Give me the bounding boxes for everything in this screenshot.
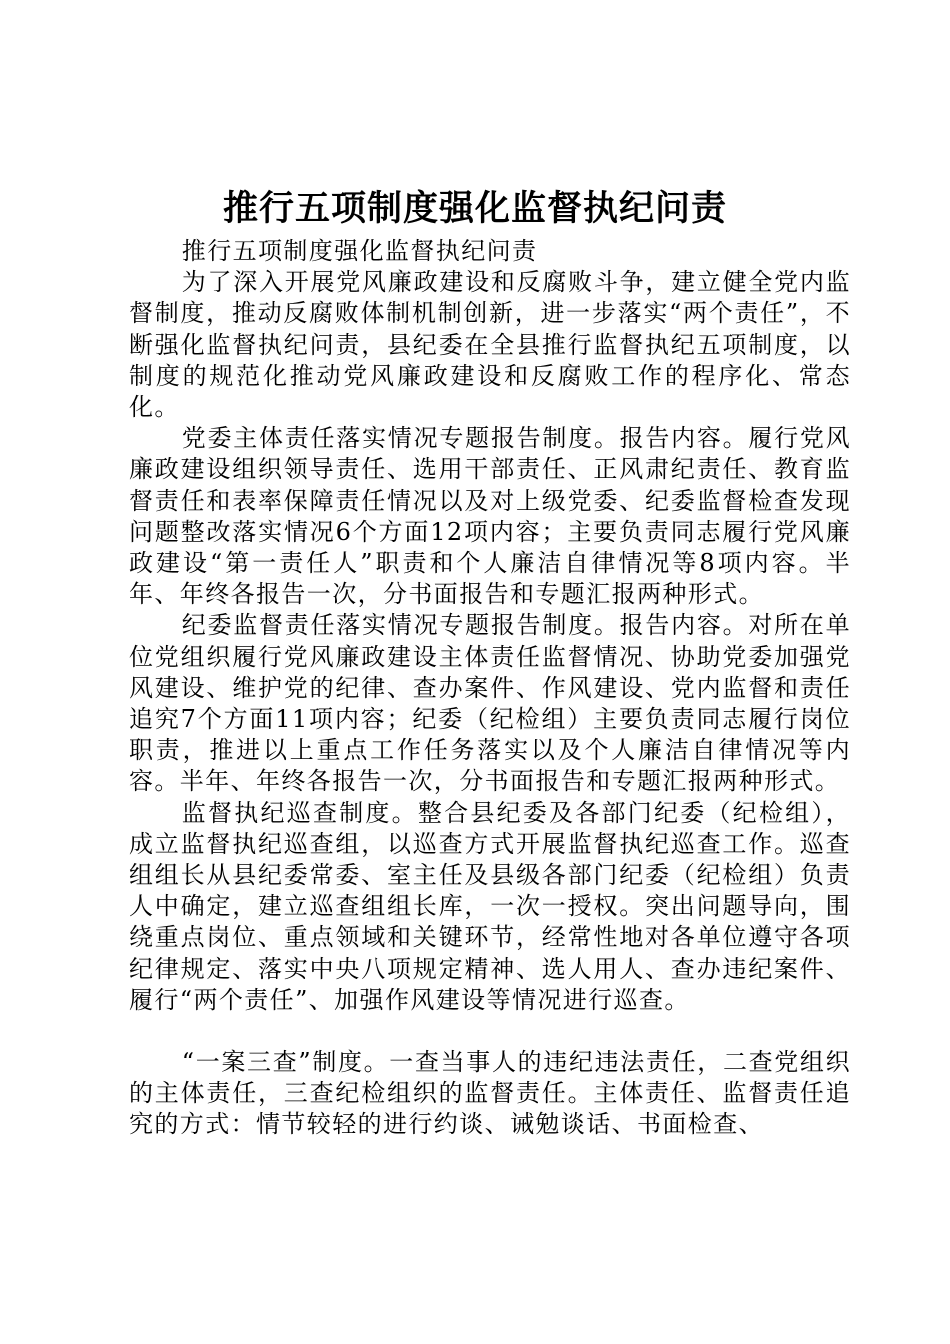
paragraph-party-committee-report: 党委主体责任落实情况专题报告制度。报告内容。履行党风廉政建设组织领导责任、选用干部责任、正风肃纪责任、教育监督责任和表率保障责任情况以及对上级党委、纪委监督检查发现问题整改落实情况6个方面12项内容；主要负责同志履行党风廉政建设“第一责任人”职责和个人廉洁自律情况等8项内容。半年、年终各报告一次，分书面报告和专题汇报两种形式。 xyxy=(129,424,851,609)
paragraph-one-case-three-checks: “一案三查”制度。一查当事人的违纪违法责任，二查党组织的主体责任，三查纪检组织的监督责任。主体责任、监督责任追究的方式：情节较轻的进行约谈、诫勉谈话、书面检查、 xyxy=(129,1048,851,1139)
paragraph-subtitle: 推行五项制度强化监督执纪问责 xyxy=(181,237,538,265)
paragraph-discipline-committee-report: 纪委监督责任落实情况专题报告制度。报告内容。对所在单位党组织履行党风廉政建设主体责任监督情况、协助党委加强党风建设、维护党的纪律、查办案件、作风建设、党内监督和责任追究7个方面11项内容；纪委（纪检组）主要负责同志履行岗位职责，推进以上重点工作任务落实以及个人廉洁自律情况等内容。半年、年终各报告一次，分书面报告和专题汇报两种形式。 xyxy=(129,611,851,796)
document-title: 推行五项制度强化监督执纪问责 xyxy=(222,188,727,229)
paragraph-inspection-system: 监督执纪巡查制度。整合县纪委及各部门纪委（纪检组），成立监督执纪巡查组，以巡查方式开展监督执纪巡查工作。巡查组组长从县纪委常委、室主任及县级各部门纪委（纪检组）负责人中确定，建立巡查组组长库，一次一授权。突出问题导向，围绕重点岗位、重点领域和关键环节，经常性地对各单位遵守各项纪律规定、落实中央八项规定精神、选人用人、查办违纪案件、履行“两个责任”、加强作风建设等情况进行巡查。 xyxy=(129,798,851,1014)
paragraph-intro: 为了深入开展党风廉政建设和反腐败斗争，建立健全党内监督制度，推动反腐败体制机制创新，进一步落实“两个责任”，不断强化监督执纪问责，县纪委在全县推行监督执纪五项制度，以制度的规范化推动党风廉政建设和反腐败工作的程序化、常态化。 xyxy=(129,268,851,422)
document-body xyxy=(129,236,851,1141)
